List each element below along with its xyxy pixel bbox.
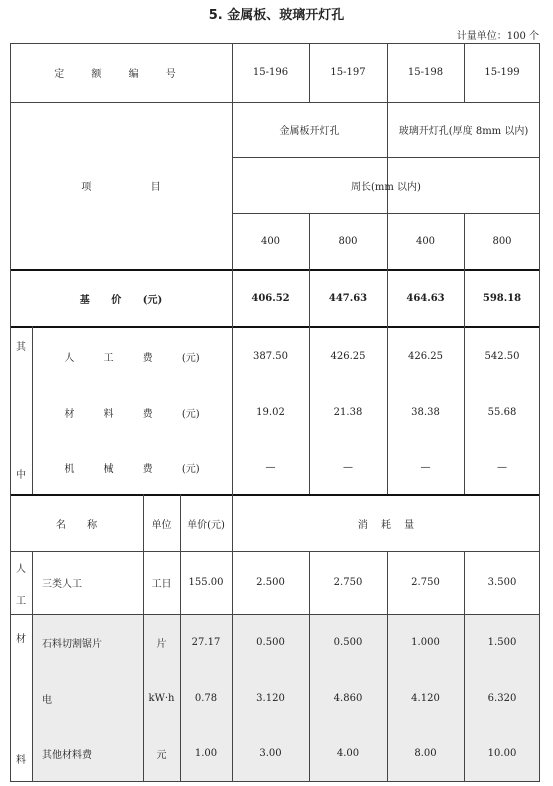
material-price: 1.00 [194, 748, 218, 759]
material-value: 0.500 [333, 636, 363, 648]
material-value: 10.00 [487, 748, 517, 759]
material-cost-value: 55.68 [487, 406, 517, 418]
components-side-bottom: 中 [16, 469, 26, 481]
labor-name: 三类人工 [42, 579, 82, 590]
rule [10, 781, 540, 782]
material-value: 0.500 [256, 636, 285, 648]
labor-cost-value: 542.50 [484, 350, 520, 362]
unit-header: 单位 [151, 520, 172, 531]
base-price-label: 基 价 (元) [79, 295, 163, 306]
base-price-value: 464.63 [406, 293, 445, 304]
quota-label: 定 额 编 号 [54, 69, 188, 80]
base-price-value: 598.18 [482, 293, 522, 304]
labor-cost-value: 426.25 [330, 350, 366, 362]
quota-code: 15-198 [407, 67, 444, 78]
material-value: 1.000 [411, 636, 440, 648]
price-header: 单价(元) [187, 520, 225, 531]
group-glass: 玻璃开灯孔(厚度 8mm 以内) [398, 126, 529, 137]
material-price: 27.17 [191, 636, 221, 648]
components-side-top: 其 [16, 341, 26, 353]
labor-price: 155.00 [188, 577, 224, 588]
item-label: 项 目 [81, 182, 161, 193]
material-value: 4.00 [336, 748, 360, 759]
material-cost-value: 21.38 [333, 406, 363, 418]
perimeter-label: 周长(mm 以内) [351, 181, 421, 193]
consumption-header: 消 耗 量 [357, 520, 415, 531]
quota-code: 15-196 [252, 67, 289, 78]
labor-cost-label: 人 工 费 (元) [64, 352, 200, 364]
material-cost-value: 19.02 [256, 406, 285, 418]
size-value: 800 [338, 235, 358, 247]
labor-value: 2.500 [256, 577, 285, 588]
quota-code: 15-199 [484, 67, 520, 78]
size-value: 400 [415, 235, 436, 247]
labor-unit: 工日 [151, 579, 172, 590]
name-header: 名 称 [55, 520, 98, 531]
material-value: 3.00 [259, 748, 282, 759]
material-unit: 片 [156, 638, 167, 650]
labor-cost-value: 387.50 [253, 350, 288, 362]
machine-cost-value: — [265, 461, 276, 473]
material-name: 其他材料费 [42, 750, 92, 761]
group-metal-plate: 金属板开灯孔 [279, 126, 340, 137]
material-unit: kW·h [148, 692, 175, 704]
base-price-value: 406.52 [251, 293, 290, 304]
machine-cost-value: — [420, 461, 431, 473]
materials-side-top: 材 [16, 633, 26, 645]
material-cost-value: 38.38 [411, 406, 440, 418]
labor-value: 2.750 [333, 577, 363, 588]
material-name: 电 [42, 694, 52, 706]
labor-side-bottom: 工 [16, 595, 26, 607]
labor-value: 3.500 [487, 577, 517, 588]
base-price-value: 447.63 [328, 293, 368, 304]
material-value: 4.860 [333, 692, 363, 704]
machine-cost-label: 机 械 费 (元) [64, 463, 200, 475]
material-value: 3.120 [256, 692, 285, 704]
unit-label: 计量单位：100 个 [456, 31, 539, 42]
material-unit: 元 [156, 750, 167, 761]
quota-table [10, 43, 540, 782]
labor-side-top: 人 [16, 563, 26, 575]
page-title: 5. 金属板、玻璃开灯孔 [208, 8, 345, 23]
material-cost-label: 材 料 费 (元) [64, 408, 200, 420]
materials-side-bottom: 料 [16, 754, 26, 766]
size-value: 800 [492, 235, 512, 247]
material-value: 1.500 [487, 636, 517, 648]
material-value: 8.00 [414, 748, 437, 759]
material-value: 4.120 [411, 692, 440, 704]
material-price: 0.78 [194, 692, 218, 704]
material-name: 石料切割锯片 [42, 638, 102, 650]
machine-cost-value: — [343, 461, 353, 473]
material-value: 6.320 [487, 692, 517, 704]
labor-cost-value: 426.25 [408, 350, 443, 362]
size-value: 400 [260, 235, 281, 247]
quota-code: 15-197 [330, 67, 366, 78]
labor-value: 2.750 [411, 577, 440, 588]
machine-cost-value: — [497, 461, 507, 473]
